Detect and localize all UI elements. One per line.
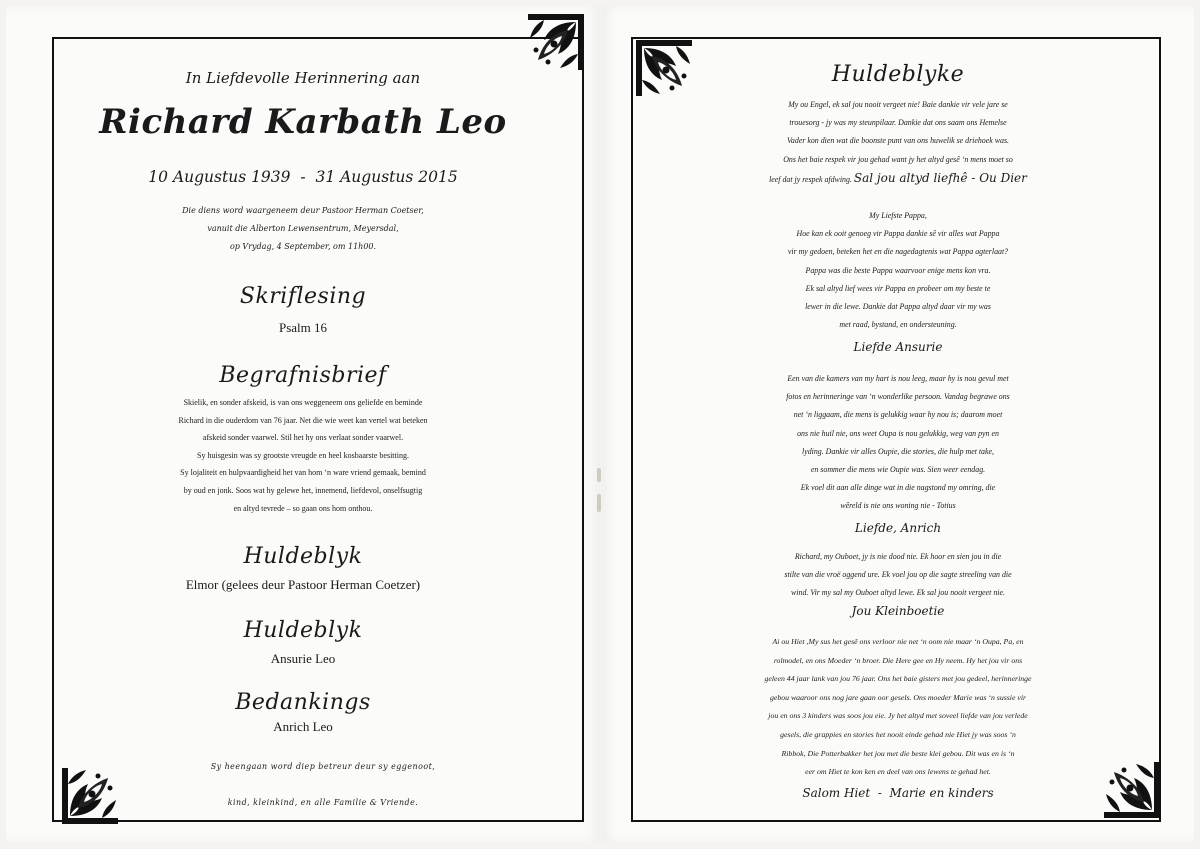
- text-line: met raad, bystand, en ondersteuning.: [839, 320, 957, 330]
- text-line: ons nie huil nie, ons weet Oupa is nou gelukkig, weg van pyn en: [797, 428, 999, 438]
- tribute-signature: Jou Kleinboetie: [851, 604, 945, 618]
- service-line: Die diens word waargeneem deur Pastoor Herman Coetser,: [182, 206, 424, 215]
- text-line: jou en ons 3 kinders was soos jou eie. Jy het altyd met soveel liefde van jou verlede: [768, 711, 1028, 721]
- text-line: eer om Hiet te kon ken en deel van ons lewens te gehad het.: [805, 767, 991, 777]
- begrafnisbrief-text: [6, 394, 600, 517]
- text-line: Ons het baie respek vir jou gehad want jy het altyd gesê ‘n mens moet so: [783, 154, 1013, 164]
- text-line: vir my gedoen, beteken het en die nagedagtenis wat Pappa agterlaat?: [787, 247, 1009, 257]
- text-line: en sommer die mens wie Oupie was. Sien weer eendag.: [810, 465, 986, 475]
- life-dates: 10 Augustus 1939 - 31 Augustus 2015: [148, 168, 458, 186]
- tribute-signature: Salom Hiet - Marie en kinders: [802, 786, 994, 800]
- text-line: fotos en herinneringe van ‘n wonderlike persoon. Vandag begrawe ons: [786, 392, 1010, 402]
- text-line: net ‘n liggaam, die mens is gelukkig waar hy nou is; daarom moet: [793, 410, 1003, 420]
- text-line: wêreld is nie ons woning nie - Totius: [840, 501, 956, 511]
- corner-ornament-icon: [524, 10, 588, 74]
- huldeblyk-text: Ansurie Leo: [270, 651, 336, 666]
- tribute-grandson: [602, 370, 1194, 516]
- bedankings-text: Anrich Leo: [273, 719, 333, 734]
- text-line: lewer in die lewe. Dankie dat Pappa altyd daar vir my was: [805, 302, 991, 312]
- text-line: trouesorg - jy was my steunpilaar. Dankie dat ons saam ons Hemelse: [789, 118, 1007, 128]
- text-line: by oud en jonk. Soos wat hy gelewe het, innemend, liefdevol, onselfsugtig: [183, 485, 423, 495]
- text-line: Vader kon dien wat die boonste punt van ons huwelik se driehoek was.: [786, 136, 1009, 146]
- skriflesing-heading: Skriflesing: [239, 284, 367, 309]
- text-line: Skielik, en sonder afskeid, is van ons weggeneem ons geliefde en beminde: [183, 398, 423, 407]
- closing-line: kind, kleinkind, en alle Familie & Vriende.: [227, 798, 419, 807]
- text-line: Sy lojaliteit en hulpvaardigheid het van hom ‘n ware vriend gemaak, bemind: [180, 468, 426, 478]
- fold-mark: [597, 494, 601, 512]
- tribute-brother: [602, 548, 1194, 603]
- service-details: [6, 202, 600, 256]
- text-line: en altyd tevrede – so gaan ons hom onthou.: [233, 503, 373, 513]
- text-line: Pappa was die beste Pappa waarvoor enige mens kon vra.: [805, 265, 991, 275]
- huldeblyk-heading: Huldeblyk: [243, 618, 363, 643]
- text-line: gebou waaroor ons nog jare gaan oor gesels. Ons moeder Marie was ‘n sussie vir: [769, 692, 1027, 702]
- text-line: My Liefste Pappa,: [869, 211, 927, 220]
- left-page: [6, 6, 600, 842]
- bedankings-heading: Bedankings: [235, 690, 371, 715]
- text-line: My ou Engel, ek sal jou nooit vergeet nie! Baie dankie vir vele jare se: [788, 100, 1008, 109]
- text-line: leef dat jy respek afdwing.: [769, 174, 852, 184]
- text-line: Ek voel dit aan alle dinge wat in die nagstond my omring, die: [800, 483, 996, 493]
- text-line: rolmodel, en ons Moeder ‘n broer. Die Here gee en Hy neem. Hy het jou vir ons: [773, 655, 1023, 665]
- text-line: Richard, my Ouboet, jy is nie dood nie. Ek hoor en sien jou in die: [794, 552, 1002, 561]
- text-line: Ek sal altyd lief wees vir Pappa en probeer om my beste te: [805, 283, 991, 293]
- right-page: [602, 6, 1194, 842]
- text-line: lyding. Dankie vir alles Oupie, die stories, die hulp met take,: [802, 446, 994, 456]
- tribute-signature: Sal jou altyd liefhê - Ou Dier: [853, 170, 1027, 185]
- tribute-signature: Liefde, Anrich: [854, 521, 942, 535]
- text-line: Richard in die ouderdom van 76 jaar. Net die wie weet kan vertel wat beteken: [178, 415, 428, 425]
- service-line: op Vrydag, 4 September, om 11h00.: [229, 242, 377, 251]
- huldeblyk-text: Elmor (gelees deur Pastoor Herman Coetzer): [185, 577, 421, 592]
- text-line: geleen 44 jaar lank van jou 76 jaar. Ons het baie gisters met jou gedeel, herinneringe: [764, 674, 1032, 684]
- deceased-name: Richard Karbath Leo: [99, 102, 507, 142]
- tribute-wife: [602, 96, 1194, 189]
- tribute-signature: Liefde Ansurie: [853, 340, 943, 354]
- text-line: Hoe kan ek ooit genoeg vir Pappa dankie sê vir alles wat Pappa: [796, 229, 1000, 239]
- closing-line: Sy heengaan word diep betreur deur sy eggenoot,: [210, 762, 436, 771]
- text-line: gesels, die grappies en stories het nooit einde gehad nie Hiet jy was soos ‘n: [780, 729, 1016, 739]
- skriflesing-text: Psalm 16: [278, 320, 328, 335]
- text-line: Ai ou Hiet ,My sus het gesê ons verloor nie net ‘n oom nie maar ‘n Oupa, Pa, en: [772, 637, 1024, 646]
- tribute-family: [602, 633, 1194, 782]
- closing-message: [6, 749, 600, 821]
- service-line: vanuit die Alberton Lewensentrum, Meyersdal,: [207, 224, 399, 233]
- text-line: stilte van die vroë oggend ure. Ek voel jou op die sagte streeling van die: [784, 570, 1012, 580]
- fold-mark: [597, 468, 601, 482]
- intro-text: In Liefdevolle Herinnering aan: [185, 69, 421, 87]
- text-line: wind. Vir my sal my Ouboet altyd lewe. Ek sal jou nooit vergeet nie.: [791, 588, 1005, 598]
- text-line: Ribbok, Die Potterbakker het jou met die beste klei gebou. Dit was en is ‘n: [781, 748, 1015, 758]
- tribute-daughter: [602, 207, 1194, 334]
- huldeblyke-heading: Huldeblyke: [831, 62, 965, 87]
- text-line: afskeid sonder vaarwel. Stil het hy ons verlaat sonder vaarwel.: [202, 433, 404, 443]
- huldeblyk-heading: Huldeblyk: [243, 544, 363, 569]
- text-line: Sy huisgesin was sy grootste vreugde en heel kosbaarste besitting.: [197, 450, 409, 460]
- begrafnisbrief-heading: Begrafnisbrief: [219, 363, 387, 388]
- text-line: Een van die kamers van my hart is nou leeg, maar hy is nou gevul met: [787, 374, 1009, 383]
